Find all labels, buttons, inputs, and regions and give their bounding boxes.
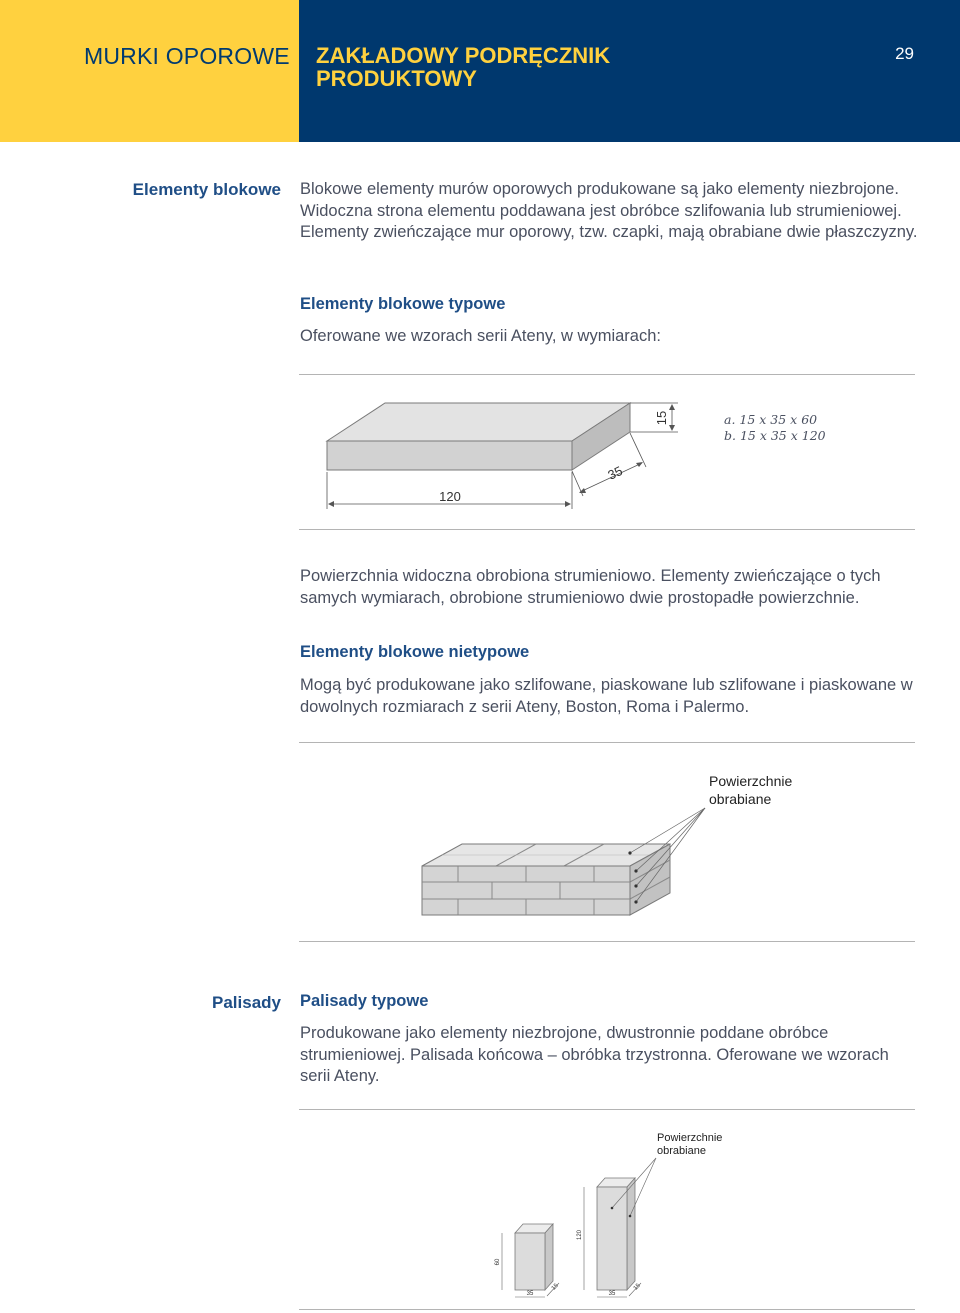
dim-ext-line: [630, 433, 646, 467]
callout-marker: [628, 851, 631, 854]
callout-marker: [611, 1207, 614, 1210]
callout-marker: [634, 900, 637, 903]
palisades-text: Produkowane jako elementy niezbrojone, dwustronnie poddane obróbce strumieniowej. Palisada końcowa – obróbka trzystronna. Oferowane we wzorach serii Ateny.: [300, 1024, 889, 1085]
tall-palisade-front: [597, 1187, 627, 1290]
palisade-callout-line2: obrabiane: [657, 1145, 706, 1157]
short-height-label: 60: [495, 1258, 501, 1266]
block-size-b: b. 15 x 35 x 120: [724, 428, 826, 443]
wall-callout-line2: obrabiane: [709, 791, 772, 807]
callout-marker: [634, 869, 637, 872]
palisade-callout-line1: Powierzchnie: [657, 1132, 723, 1144]
atypical-blocks-text: Mogą być produkowane jako szlifowane, piaskowane lub szlifowane i piaskowane w dowolnych rozmiarach z serii Ateny, Boston, Roma i Palermo.: [300, 676, 913, 716]
block-dimension-figure: [300, 385, 700, 520]
blocks-intro-text: Blokowe elementy murów oporowych produkowane są jako elementy niezbrojone. Widoczna strona elementu poddawana jest obróbce szlifowania lub strumieniowej. Elementy zwieńczające mur oporowy, tzw. czapki, mają obrabiane dwie płaszczyzny.: [300, 180, 918, 241]
header-right-panel: [299, 0, 960, 142]
callout-marker: [634, 884, 637, 887]
dim-arrow: [669, 404, 675, 410]
atypical-blocks-heading: Elementy blokowe nietypowe: [300, 643, 530, 661]
divider: [299, 374, 915, 375]
short-width-label: 35: [526, 1291, 534, 1297]
side-label-palisades: Palisady: [212, 993, 281, 1012]
block-wall-figure: [400, 760, 830, 930]
side-label-blocks: Elementy blokowe: [132, 180, 281, 199]
tall-height-label: 120: [577, 1229, 583, 1241]
typical-blocks-text: Oferowane we wzorach serii Ateny, w wymiarach:: [300, 327, 661, 345]
surface-treatment-text: Powierzchnia widoczna obrobiona strumieniowo. Elementy zwieńczające o tych samych wymiarach, obrobione strumieniowo dwie prostopadłe powierzchnie.: [300, 567, 881, 607]
divider: [299, 1109, 915, 1110]
header-left-panel: [0, 0, 299, 142]
wall-callout-line1: Powierzchnie: [709, 773, 793, 789]
block-size-list: [724, 412, 826, 444]
dim-label-length: 120: [439, 489, 461, 504]
divider: [299, 1309, 915, 1310]
document-title: ZAKŁADOWY PODRĘCZNIK PRODUKTOWY: [316, 43, 611, 91]
divider: [299, 742, 915, 743]
palisade-figure: [480, 1120, 740, 1308]
typical-blocks-heading: Elementy blokowe typowe: [300, 295, 506, 313]
divider: [299, 941, 915, 942]
dim-arrow: [328, 501, 334, 507]
typical-palisades-heading: Palisady typowe: [300, 992, 429, 1010]
dim-arrow: [636, 462, 643, 467]
tall-palisade-side: [627, 1178, 635, 1290]
dim-arrow: [565, 501, 571, 507]
short-palisade-side: [545, 1224, 553, 1290]
tall-width-label: 35: [608, 1291, 616, 1297]
page-number: 29: [895, 44, 914, 63]
callout-marker: [629, 1215, 632, 1218]
short-palisade-front: [515, 1233, 545, 1290]
block-front-face: [327, 441, 572, 470]
dim-arrow: [669, 425, 675, 431]
short-depth-label: 15: [550, 1282, 560, 1292]
tall-depth-label: 15: [632, 1282, 642, 1292]
block-size-a: a. 15 x 35 x 60: [724, 412, 818, 427]
divider: [299, 529, 915, 530]
dim-label-height: 15: [654, 410, 669, 426]
section-title: MURKI OPOROWE: [84, 43, 290, 69]
dim-label-depth: 35: [605, 463, 625, 483]
